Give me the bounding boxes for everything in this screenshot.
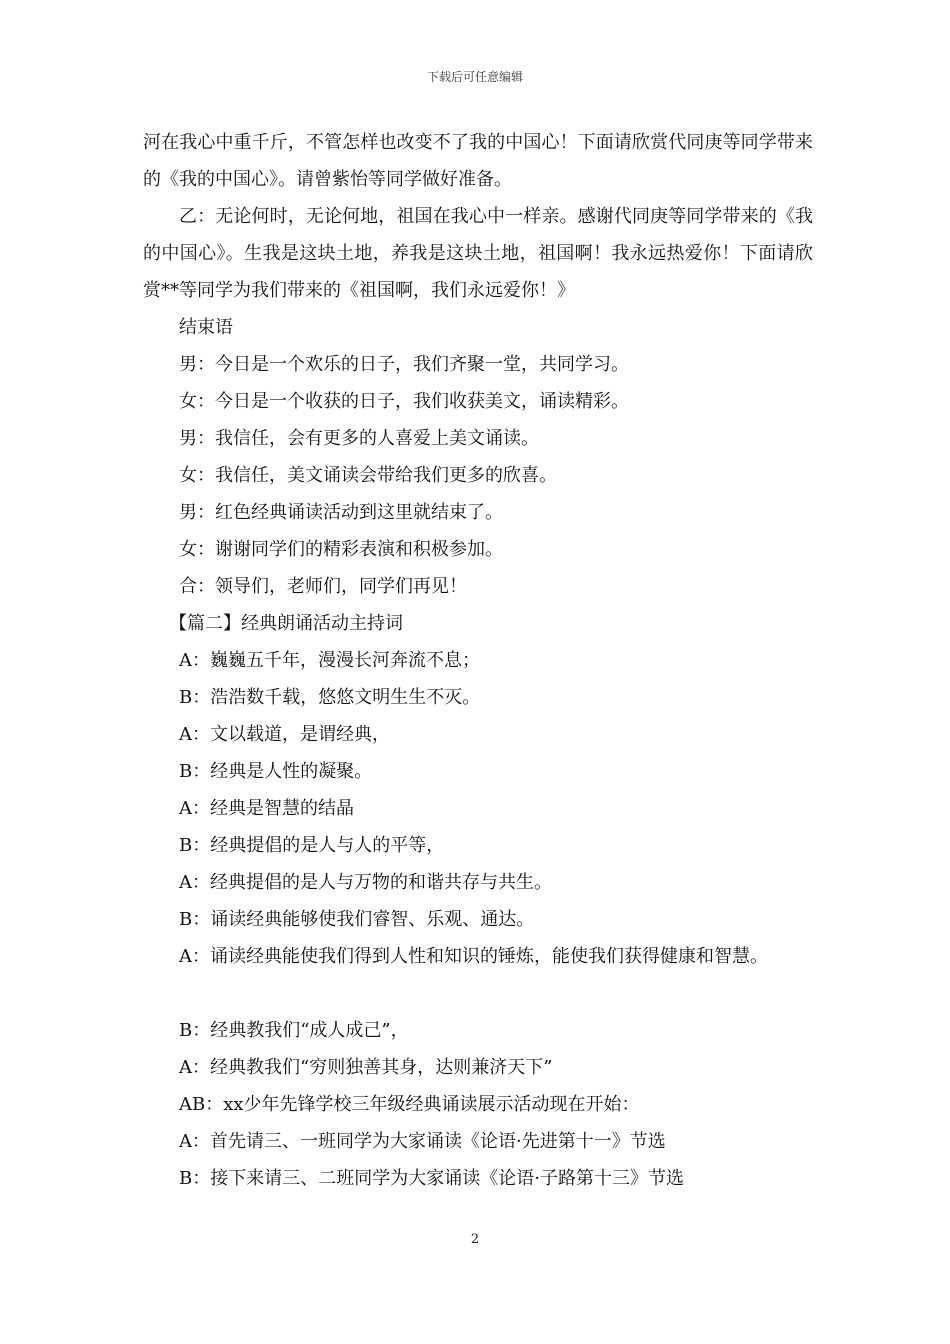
paragraph: 河在我心中重千斤，不管怎样也改变不了我的中国心！下面请欣赏代同庚等同学带来的《我的中国心》。请曾紫怡等同学做好准备。 xyxy=(143,132,813,190)
dialogue-line: A：经典是智慧的结晶 xyxy=(179,798,354,819)
dialogue-line: 女：今日是一个收获的日子，我们收获美文，诵读精彩。 xyxy=(179,391,629,412)
section-heading-ending: 结束语 xyxy=(179,317,233,338)
document-body xyxy=(143,124,813,1197)
dialogue-line: 合：领导们，老师们，同学们再见！ xyxy=(179,576,467,597)
dialogue-line: 男：我信任，会有更多的人喜爱上美文诵读。 xyxy=(179,428,539,449)
dialogue-line: AB：xx少年先锋学校三年级经典诵读展示活动现在开始： xyxy=(179,1094,640,1115)
dialogue-line: B：经典提倡的是人与人的平等， xyxy=(179,835,445,856)
paragraph: 乙：无论何时，无论何地，祖国在我心中一样亲。感谢代同庚等同学带来的《我的中国心》。生我是这块土地，养我是这块土地，祖国啊！我永远热爱你！下面请欣赏**等同学为我们带来的《祖国啊，我们永远爱你！》 xyxy=(143,206,813,301)
dialogue-line: 男：今日是一个欢乐的日子，我们齐聚一堂，共同学习。 xyxy=(179,354,629,375)
dialogue-line: B：经典是人性的凝聚。 xyxy=(179,761,373,782)
dialogue-line: 女：我信任，美文诵读会带给我们更多的欣喜。 xyxy=(179,465,557,486)
blank-line xyxy=(143,975,813,1012)
dialogue-line: A：首先请三、一班同学为大家诵读《论语·先进第十一》节选 xyxy=(179,1131,666,1152)
dialogue-line: B：经典教我们“成人成己”， xyxy=(179,1020,409,1041)
dialogue-line: B：浩浩数千载，悠悠文明生生不灭。 xyxy=(179,687,481,708)
dialogue-line: B：诵读经典能够使我们睿智、乐观、通达。 xyxy=(179,909,535,930)
dialogue-line: A：经典教我们“穷则独善其身，达则兼济天下” xyxy=(179,1057,553,1078)
dialogue-line: A：巍巍五千年，漫漫长河奔流不息； xyxy=(179,650,480,671)
dialogue-line: A：经典提倡的是人与万物的和谐共存与共生。 xyxy=(179,872,552,893)
page-header: 下载后可任意编辑 xyxy=(426,70,523,84)
dialogue-line: A：文以载道，是谓经典， xyxy=(179,724,390,745)
dialogue-line: A：诵读经典能使我们得到人性和知识的锤炼，能使我们获得健康和智慧。 xyxy=(179,946,768,967)
dialogue-line: B：接下来请三、二班同学为大家诵读《论语·子路第十三》节选 xyxy=(179,1168,684,1189)
dialogue-line: 男：红色经典诵读活动到这里就结束了。 xyxy=(179,502,503,523)
page-number: 2 xyxy=(470,1232,480,1247)
section-heading-part-two: 【篇二】经典朗诵活动主持词 xyxy=(169,613,403,634)
dialogue-line: 女：谢谢同学们的精彩表演和积极参加。 xyxy=(179,539,503,560)
